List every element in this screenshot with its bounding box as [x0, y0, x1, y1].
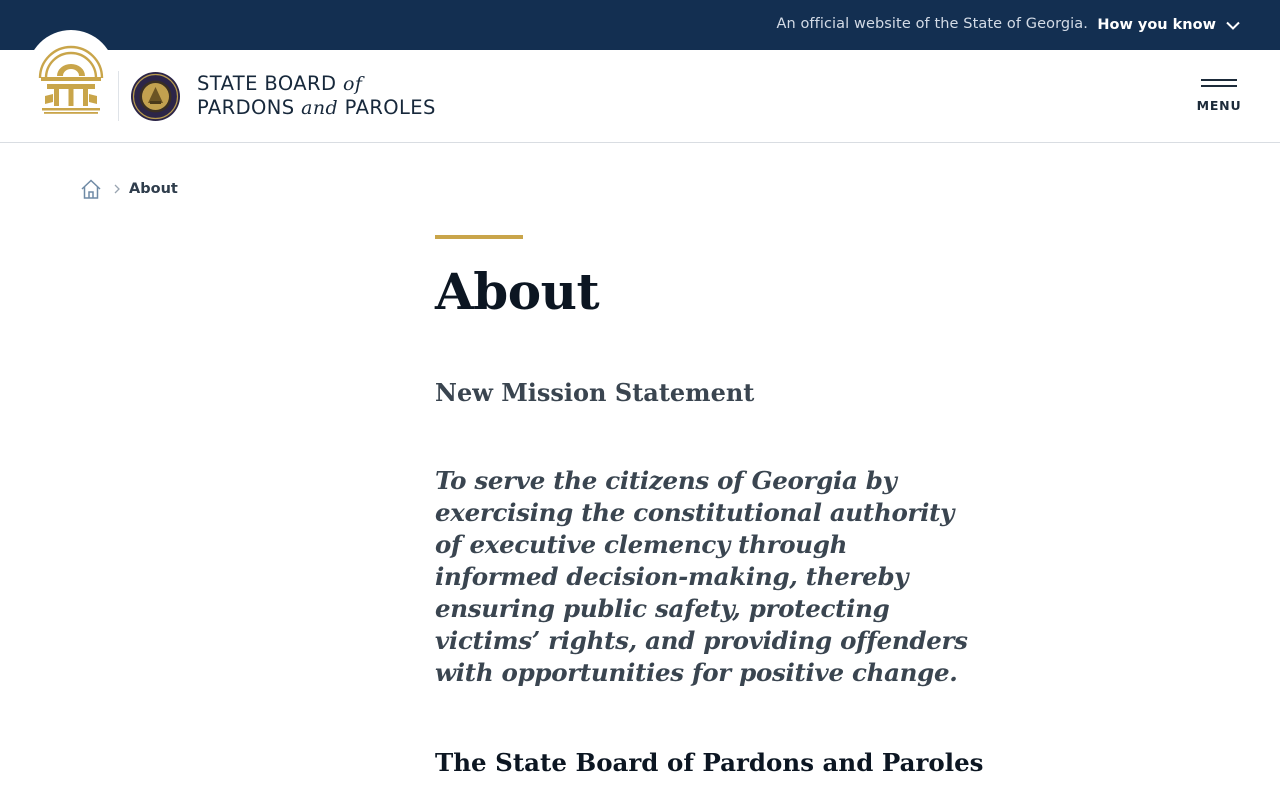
georgia-arch-logo-icon [27, 30, 115, 118]
brand-line-1 [197, 72, 436, 96]
how-you-know-label: How you know [1097, 17, 1216, 33]
site-brand-name[interactable] [197, 72, 436, 120]
state-seal-icon [130, 71, 181, 122]
hamburger-menu-icon [1201, 79, 1237, 81]
chevron-down-icon [1226, 21, 1240, 30]
chevron-right-icon [114, 184, 120, 194]
page-title: About [435, 262, 600, 321]
brand-line-2 [197, 96, 436, 120]
header-divider [118, 71, 119, 121]
brand-text: PARDONS [197, 96, 302, 119]
brand-text-italic: and [301, 97, 339, 119]
breadcrumb-current: About [129, 181, 178, 197]
breadcrumb [80, 178, 178, 200]
title-accent-line [435, 235, 523, 239]
how-you-know-toggle[interactable] [1097, 14, 1240, 36]
georgia-logo-link[interactable] [27, 30, 115, 118]
menu-label: MENU [1196, 98, 1242, 113]
board-seal [130, 71, 181, 127]
official-site-text: An official website of the State of Georgia. [776, 16, 1088, 32]
mission-heading: New Mission Statement [435, 378, 755, 407]
hamburger-menu-icon-bar [1201, 85, 1237, 87]
home-icon[interactable] [80, 178, 102, 200]
site-header [0, 50, 1280, 143]
brand-text-italic: of [342, 73, 363, 95]
brand-text: STATE BOARD [197, 72, 343, 95]
brand-text: PAROLES [338, 96, 436, 119]
mission-statement: To serve the citizens of Georgia by exercising the constitutional authority of executive clemency through informed decision-making, thereby ensuring public safety, protecting victims’ rights, and providing offenders with opportunities for positive change. [435, 466, 968, 687]
board-heading: The State Board of Pardons and Paroles [435, 748, 984, 777]
official-banner [0, 0, 1280, 50]
menu-button[interactable] [1198, 79, 1240, 121]
